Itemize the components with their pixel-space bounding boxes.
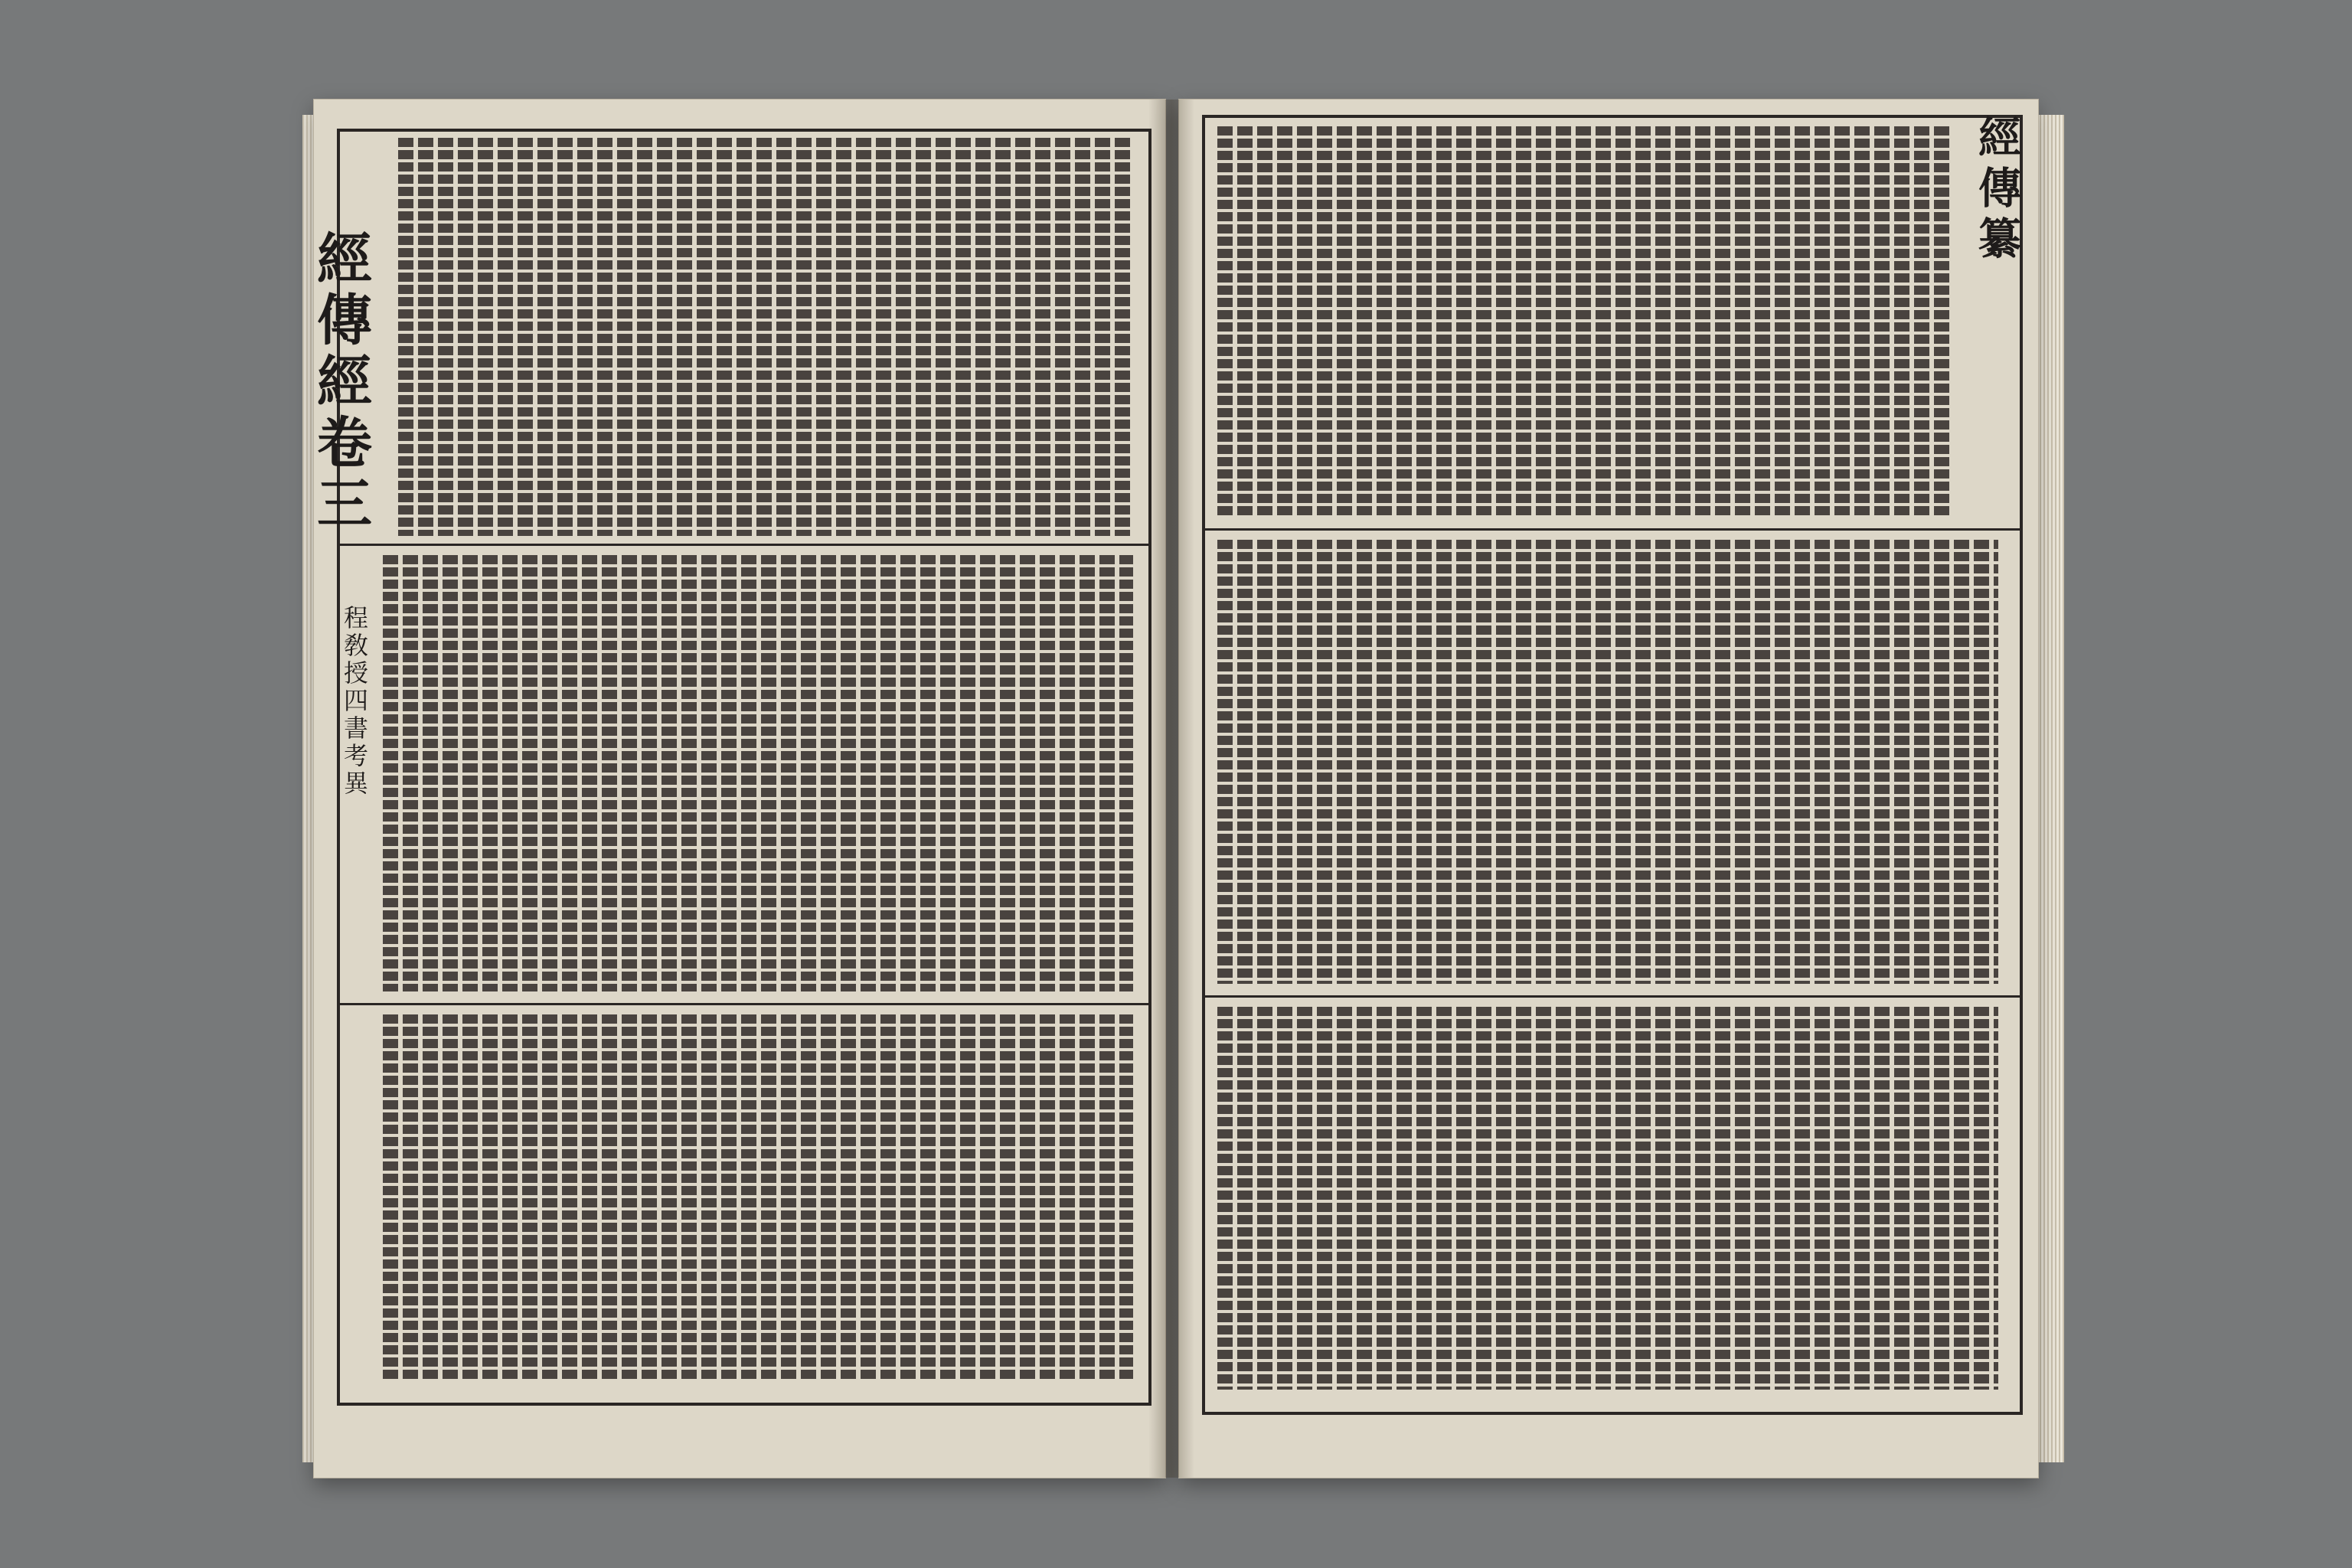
left-page-title — [308, 230, 373, 536]
text-columns — [1217, 540, 1998, 984]
text-columns — [1217, 126, 1952, 517]
text-columns — [383, 555, 1133, 991]
right-page-title: 經傳纂 — [1971, 115, 2022, 266]
left-title-text: 經傳經 — [308, 230, 373, 413]
right-register-divider — [1205, 528, 2020, 531]
left-register-divider — [340, 544, 1148, 546]
left-register-divider — [340, 1003, 1148, 1005]
text-columns — [383, 1014, 1133, 1382]
left-chapter-text: 卷三 — [308, 413, 373, 536]
text-columns — [1217, 1007, 1998, 1390]
text-columns — [398, 138, 1133, 536]
left-page-footer: 程敎授四書考異 — [340, 605, 369, 798]
right-page-edges — [2034, 115, 2064, 1462]
book-gutter — [1148, 100, 1194, 1478]
right-register-divider — [1205, 995, 2020, 998]
